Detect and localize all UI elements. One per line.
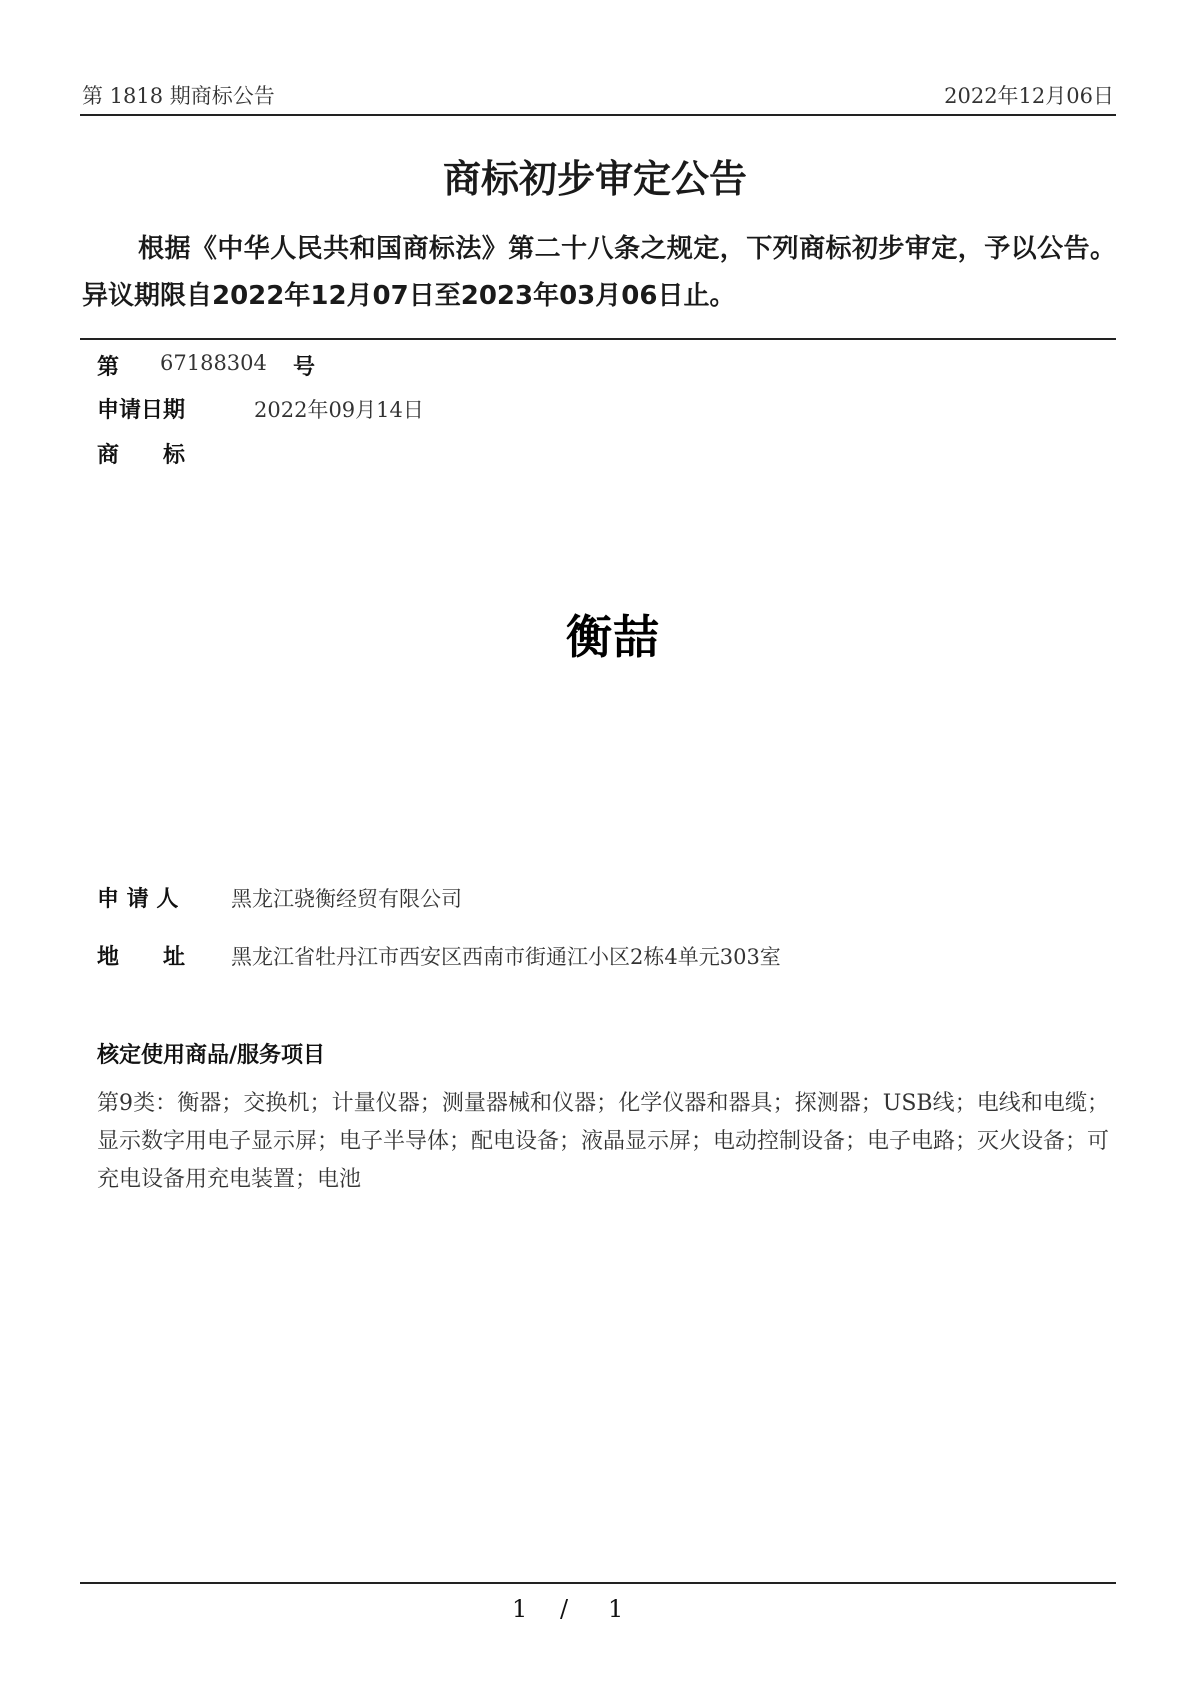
goods-heading: 核定使用商品/服务项目 bbox=[97, 1043, 326, 1068]
section-divider bbox=[80, 338, 1116, 340]
applicant-label: 申 请 人 bbox=[97, 887, 179, 912]
application-date-label: 申请日期 bbox=[97, 398, 186, 423]
issue-number: 第 1818 期商标公告 bbox=[82, 84, 275, 108]
mark-label: 商 标 bbox=[97, 443, 186, 468]
number-suffix-label: 号 bbox=[293, 355, 316, 380]
goods-list: 第9类：衡器；交换机；计量仪器；测量器械和仪器；化学仪器和器具；探测器；USB线；电线和电缆；显示数字用电子显示屏；电子半导体；配电设备；液晶显示屏；电动控制设备；电子电路；灭火设备；可充电设备用充电装置；电池 bbox=[97, 1091, 1110, 1192]
trademark-mark: 衡喆 bbox=[566, 610, 660, 664]
number-prefix-label: 第 bbox=[97, 355, 120, 380]
page-title: 商标初步审定公告 bbox=[442, 157, 747, 201]
page-current: 1 bbox=[512, 1595, 528, 1623]
footer-divider bbox=[80, 1582, 1116, 1584]
registration-number: 67188304 bbox=[160, 351, 267, 375]
page-total: 1 bbox=[608, 1595, 624, 1623]
applicant-name: 黑龙江骁衡经贸有限公司 bbox=[231, 887, 462, 911]
page-separator: / bbox=[560, 1595, 569, 1623]
address-label: 地 址 bbox=[97, 945, 186, 970]
intro-paragraph: 根据《中华人民共和国商标法》第二十八条之规定，下列商标初步审定，予以公告。异议期限自2022年12月07日至2023年03月06日止。 bbox=[82, 234, 1116, 311]
application-date: 2022年09月14日 bbox=[254, 398, 424, 422]
publication-date: 2022年12月06日 bbox=[944, 84, 1114, 108]
header-divider bbox=[80, 114, 1116, 116]
applicant-address: 黑龙江省牡丹江市西安区西南市街通江小区2栋4单元303室 bbox=[231, 945, 781, 969]
